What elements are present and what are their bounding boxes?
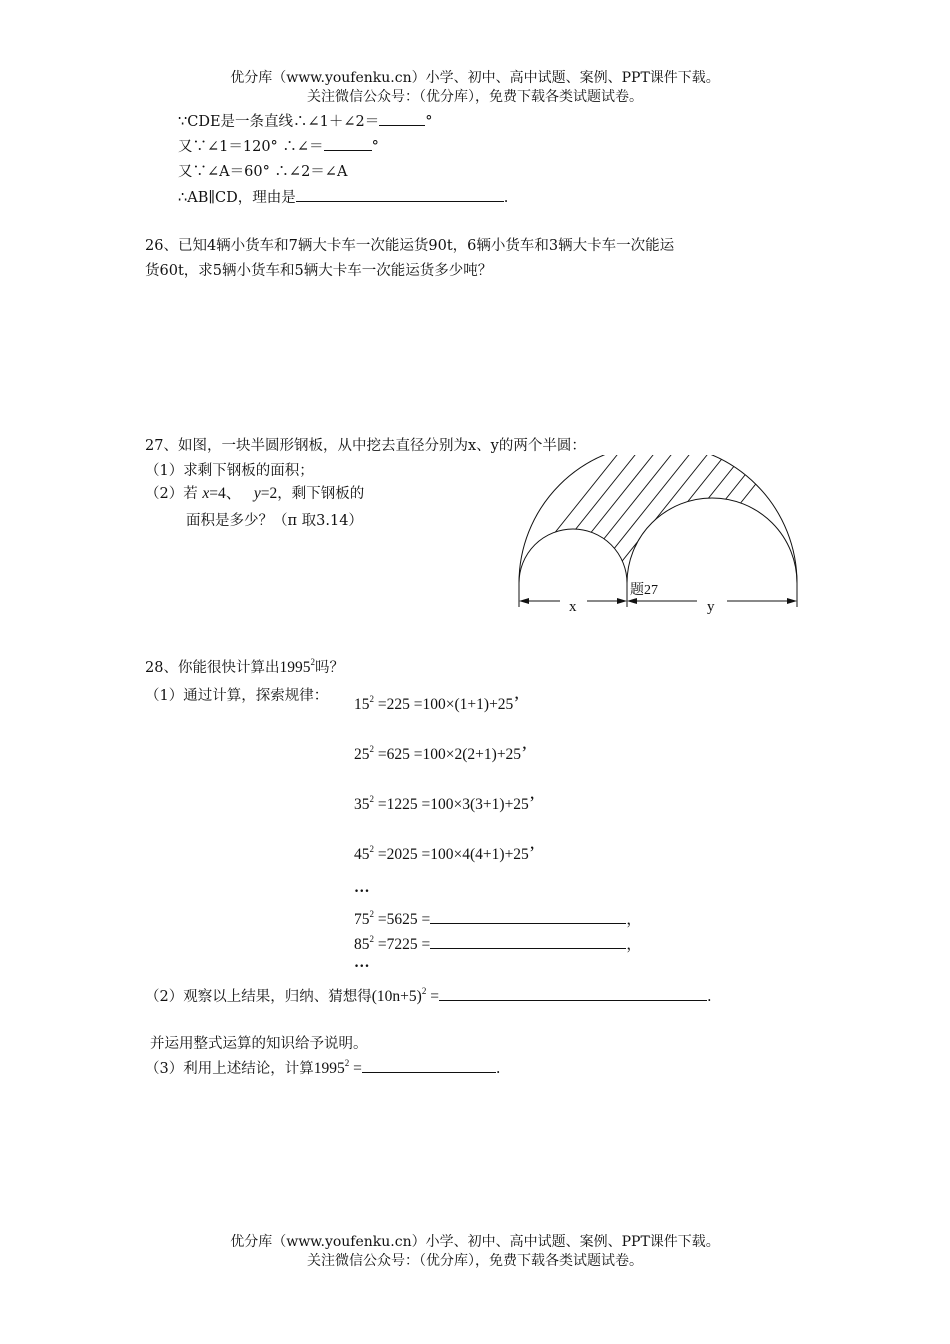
eq-middle: =2025 =100×4 <box>374 846 470 863</box>
q25-line-4 <box>178 186 508 207</box>
eq-base: 45 <box>354 846 370 863</box>
y-dimension-label: y <box>707 599 715 615</box>
equation-35 <box>354 793 535 815</box>
q25-line-1-end: ° <box>425 114 433 130</box>
eq-end: ， <box>626 936 642 953</box>
q27-line-3 <box>145 481 364 503</box>
semicircle-figure <box>505 455 815 617</box>
eq-paren: (3+1) <box>469 796 505 813</box>
q28-line-4: 并运用整式运算的知识给予说明。 <box>150 1036 368 1052</box>
q27-line-4: 面积是多少？（π 取3.14） <box>186 513 363 529</box>
eq-paren: (2+1) <box>462 746 497 763</box>
equation-15 <box>354 693 520 715</box>
q27-line-1: 27、如图，一块半圆形钢板，从中挖去直径分别为x、y的两个半圆： <box>145 438 586 454</box>
answer-blank[interactable] <box>379 112 425 126</box>
eq-end: ’ <box>521 743 528 764</box>
eq-end: ’ <box>528 843 536 864</box>
footer-line-2: 关注微信公众号：（优分库），免费下载各类试题试卷。 <box>307 1253 643 1269</box>
x-value: =4、 <box>209 485 242 502</box>
ellipsis-1: … <box>354 879 370 896</box>
eq-exponent: 2 <box>369 844 374 854</box>
q25-line-1 <box>178 110 433 131</box>
eq-exponent: 2 <box>369 694 374 704</box>
eq-paren: (4+1) <box>469 846 505 863</box>
y-value: =2 <box>260 485 278 502</box>
q28-line-3-end: . <box>706 989 712 1005</box>
q25-line-3: 又∵∠A＝60° ∴∠2＝∠A <box>178 164 348 180</box>
answer-blank[interactable] <box>324 137 372 151</box>
q28-line-5 <box>145 1057 500 1078</box>
q28-line-2: （1）通过计算，探索规律： <box>145 688 329 704</box>
figure-label: 题27 <box>630 583 658 598</box>
q26-line-2: 货60t，求5辆小货车和5辆大卡车一次能运货多少吨？ <box>145 263 493 279</box>
eq-middle: =625 =100×2 <box>374 746 463 763</box>
eq-end: ， <box>626 911 642 928</box>
q28-line-1-suffix: 吗？ <box>314 660 344 676</box>
eq-tail: +25 <box>496 746 522 763</box>
eq-base: 75 <box>354 911 370 928</box>
exponent: 2 <box>344 1058 350 1068</box>
q25-line-2-text: 又∵∠1＝120° ∴∠＝ <box>178 139 324 155</box>
q25-line-4-end: . <box>503 190 509 206</box>
answer-blank[interactable] <box>439 987 707 1001</box>
eq-exponent: 2 <box>369 794 374 804</box>
var-x: x <box>202 485 210 502</box>
equation-85 <box>354 932 642 954</box>
eq-exponent: 2 <box>369 934 374 944</box>
eq-base: 35 <box>354 796 370 813</box>
q25-line-2 <box>178 135 379 156</box>
eq-middle: =5625 = <box>374 911 431 928</box>
answer-blank[interactable] <box>430 935 626 949</box>
number-1995: 1995 <box>279 659 311 676</box>
var-y: y <box>253 485 261 502</box>
eq-end: ’ <box>513 693 520 714</box>
q25-line-4-text: ∴AB∥CD，理由是 <box>178 190 296 206</box>
q28-line-3-prefix: （2）观察以上结果，归纳、猜想得 <box>145 989 372 1005</box>
eq-tail: +25 <box>504 846 529 863</box>
eq-middle: =1225 =100×3 <box>374 796 470 813</box>
expression-10n-5: (10n+5) <box>371 988 422 1005</box>
exponent: 2 <box>310 657 315 667</box>
equation-75 <box>354 907 642 929</box>
eq-tail: +25 <box>489 696 514 713</box>
equation-45 <box>354 843 535 865</box>
eq-base: 25 <box>354 746 370 763</box>
q28-line-1 <box>145 656 344 677</box>
q27-line-3-suffix: ，剩下钢板的 <box>277 486 365 502</box>
eq-tail: +25 <box>504 796 529 813</box>
q25-line-1-text: ∵CDE是一条直线∴∠1＋∠2＝ <box>178 114 380 130</box>
q28-line-5-prefix: （3）利用上述结论，计算 <box>145 1061 314 1077</box>
q28-line-3 <box>145 985 712 1006</box>
eq-paren: (1+1) <box>454 696 490 713</box>
dimension-lines <box>519 583 797 607</box>
hatch-lines <box>505 455 787 595</box>
eq-end: ’ <box>528 793 536 814</box>
eq-middle: =225 =100× <box>374 696 455 713</box>
equation-25 <box>354 743 527 765</box>
q28-line-1-prefix: 28、你能很快计算出 <box>145 660 280 676</box>
eq-base: 85 <box>354 936 370 953</box>
footer-line-1: 优分库（www.youfenku.cn）小学、初中、高中试题、案例、PPT课件下载。 <box>230 1234 720 1250</box>
eq-exponent: 2 <box>369 909 374 919</box>
number-1995: 1995 <box>313 1060 345 1077</box>
header-line-1: 优分库（www.youfenku.cn）小学、初中、高中试题、案例、PPT课件下载。 <box>230 70 720 86</box>
equals-sign: = <box>426 988 439 1005</box>
q28-line-5-end: . <box>495 1061 501 1077</box>
answer-blank[interactable] <box>430 910 626 924</box>
q26-line-1: 26、已知4辆小货车和7辆大卡车一次能运货90t，6辆小货车和3辆大卡车一次能运 <box>145 238 675 254</box>
ellipsis-2: … <box>354 954 370 971</box>
x-dimension-label: x <box>569 599 577 615</box>
eq-middle: =7225 = <box>374 936 431 953</box>
semicircle-outlines <box>519 455 797 583</box>
eq-exponent: 2 <box>369 744 374 754</box>
header-line-2: 关注微信公众号：（优分库），免费下载各类试题试卷。 <box>307 89 643 105</box>
equals-sign: = <box>349 1060 362 1077</box>
exponent: 2 <box>421 986 427 996</box>
q27-line-2: （1）求剩下钢板的面积； <box>145 463 314 479</box>
answer-blank[interactable] <box>296 188 504 202</box>
eq-base: 15 <box>354 696 370 713</box>
answer-blank[interactable] <box>362 1059 496 1073</box>
q27-line-3-prefix: （2）若 <box>145 486 198 502</box>
q25-line-2-end: ° <box>371 139 379 155</box>
